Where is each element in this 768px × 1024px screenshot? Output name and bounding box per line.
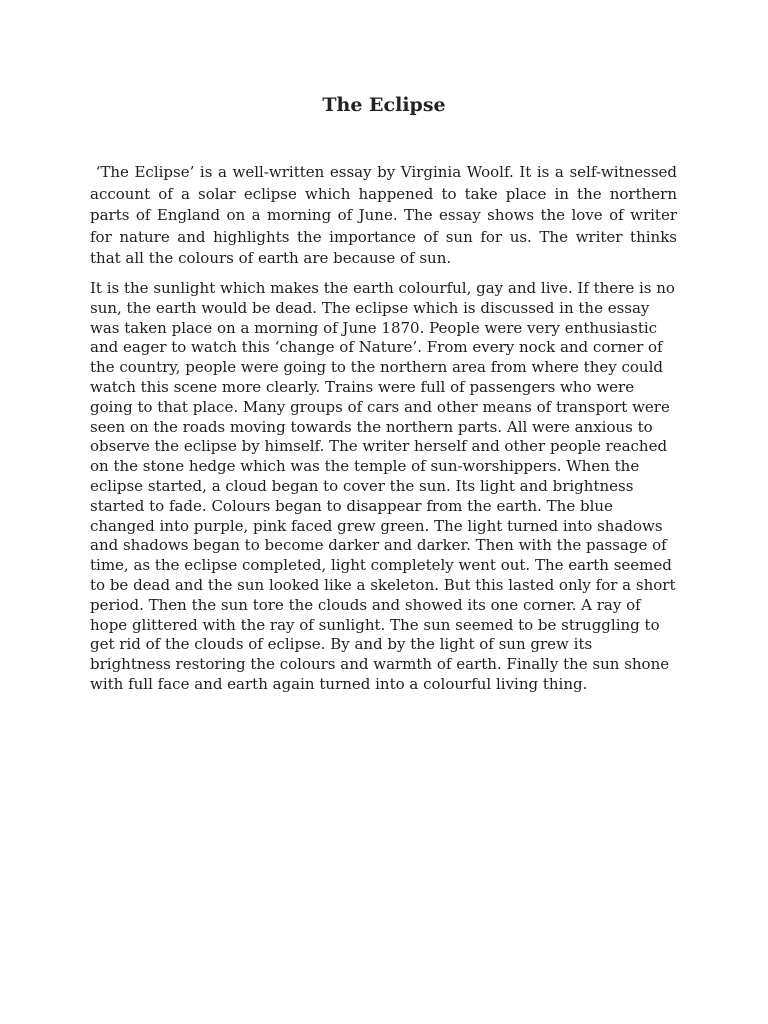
document-title: The Eclipse bbox=[322, 94, 446, 116]
paragraph-introduction: ‘The Eclipse’ is a well-written essay by Virginia Woolf. It is a self-witnessed account of a solar eclipse which happened to take place in the northern parts of England on a morning of June. The essay shows the love of writer for nature and highlights the importance of sun for us. The writer thinks that all the colours of earth are because of sun. bbox=[90, 163, 677, 268]
paragraph-summary: It is the sunlight which makes the earth colourful, gay and live. If there is no sun, the earth would be dead. The eclipse which is discussed in the essay was taken place on a morning of June 1870. People were very enthusiastic and eager to watch this ‘change of Nature’. From every nock and corner of the country, people were going to the northern area from where they could watch this scene more clearly. Trains were full of passengers who were going to that place. Many groups of cars and other means of transport were seen on the roads moving towards the northern parts. All were anxious to observe the eclipse by himself. The writer herself and other people reached on the stone hedge which was the temple of sun-worshippers. When the eclipse started, a cloud began to cover the sun. Its light and brightness started to fade. Colours began to disappear from the earth. The blue changed into purple, pink faced grew green. The light turned into shadows and shadows began to become darker and darker. Then with the passage of time, as the eclipse completed, light completely went out. The earth seemed to be dead and the sun looked like a skeleton. But this lasted only for a short period. Then the sun tore the clouds and showed its one corner. A ray of hope glittered with the ray of sunlight. The sun seemed to be struggling to get rid of the clouds of eclipse. By and by the light of sun grew its brightness restoring the colours and warmth of earth. Finally the sun shone with full face and earth again turned into a colourful living thing. bbox=[90, 279, 676, 693]
